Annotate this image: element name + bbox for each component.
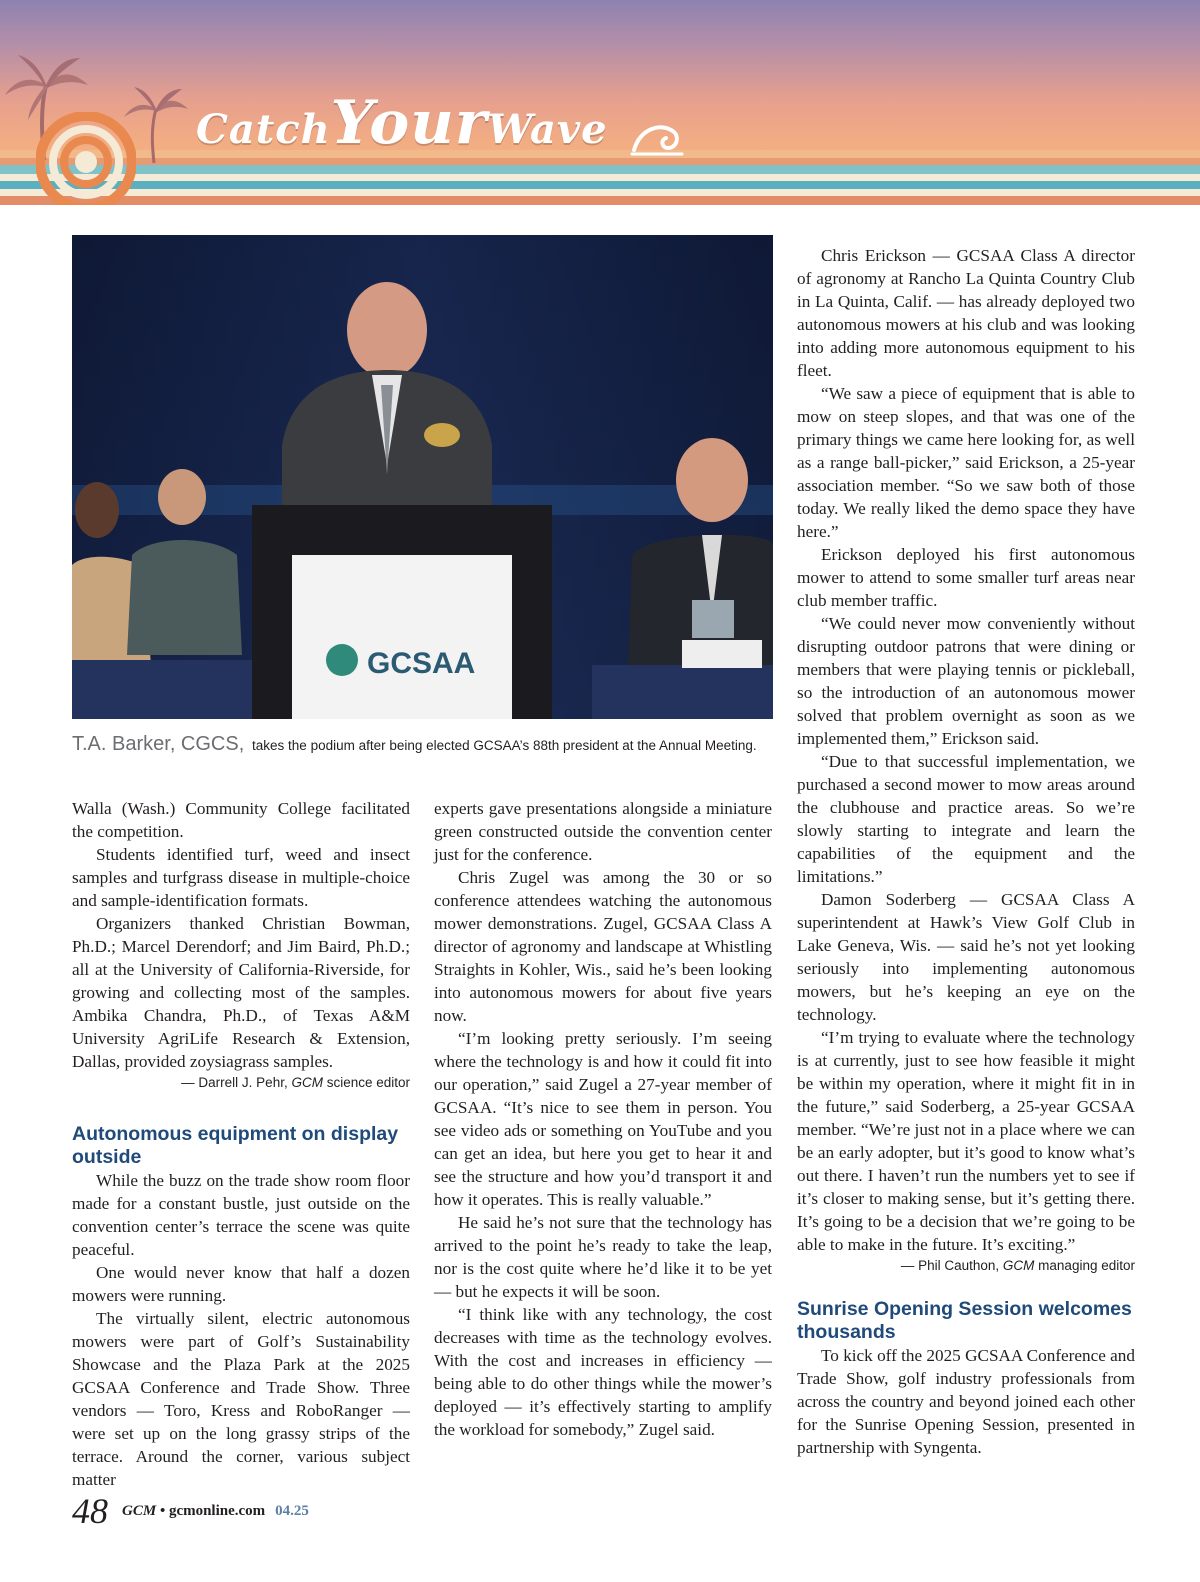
col3-paragraph: “We saw a piece of equipment that is able to mow on steep slopes, and that was one of the primary things we came here looking for, as well as a range ball-picker,” said Erickson, a 25-year association member. “So we saw both of those today. We really liked the demo space they have here.” (797, 384, 1135, 541)
col3-paragraph: Erickson deployed his first autonomous mower to attend to some smaller turf areas near club member traffic. (797, 545, 1135, 610)
subhead-autonomous-equipment: Autonomous equipment on display outside (72, 1123, 399, 1168)
footer-magazine: GCM (122, 1502, 157, 1519)
col3-paragraph: Chris Erickson — GCSAA Class A director of agronomy at Rancho La Quinta Country Club in La Quinta, Calif. — has already deployed two autonomous mowers at his club and was looking into adding more autonomous equipment to his fleet. (797, 246, 1135, 380)
banner-title-catch: Catch (196, 106, 331, 153)
photo-caption (72, 733, 792, 756)
credit-publication: GCM (1002, 1258, 1035, 1273)
wave-icon (630, 118, 686, 158)
col1-paragraph: The virtually silent, electric autonomous mowers were part of Golf’s Sustainability Showcase and the Plaza Park at the 2025 GCSAA Conference and Trade Show. Three vendors — Toro, Kress and RoboRanger — were set up on the long grassy strips of the terrace. Around the corner, various subject matter (72, 1309, 410, 1489)
caption-text: takes the podium after being elected GCSAA’s 88th president at the Annual Meeting. (252, 738, 757, 753)
credit-role: managing editor (1034, 1258, 1135, 1273)
page-number: 48 (72, 1491, 108, 1531)
col2-paragraph: Chris Zugel was among the 30 or so conference attendees watching the autonomous mower demonstrations. Zugel, GCSAA Class A director of agronomy and landscape at Whistling Straights in Kohler, Wis., said he’s been looking into autonomous mowers for about five years now. (434, 868, 772, 1025)
col2-paragraph: experts gave presentations alongside a miniature green constructed outside the convention center just for the conference. (434, 799, 772, 864)
footer-publication (122, 1503, 265, 1519)
col2-paragraph: “I think like with any technology, the cost decreases with time as the technology evolves. With the cost and increases in efficiency — being able to do other things while the mower’s deployed — it’s effectively starting to amplify the workload for somebody,” Zugel said. (434, 1305, 772, 1439)
footer-website: • gcmonline.com (156, 1502, 266, 1519)
col1-paragraph: One would never know that half a dozen mowers were running. (72, 1263, 410, 1305)
footer-issue-date: 04.25 (275, 1502, 309, 1519)
column-3 (797, 244, 1135, 1459)
col2-paragraph: He said he’s not sure that the technology has arrived to the point he’s ready to take the leap, nor is the cost quite where he’d like it to be yet — but he expects it will be soon. (434, 1213, 772, 1301)
credit-role: science editor (322, 1075, 410, 1090)
page-footer (72, 1490, 309, 1532)
photo-illustration (72, 235, 773, 719)
subhead-sunrise-opening: Sunrise Opening Session welcomes thousands (797, 1298, 1132, 1343)
col3-paragraph: “We could never mow conveniently without disrupting outdoor patrons that were dining or members that were playing tennis or pickleball, so the introduction of an autonomous mower solved that problem overnight as soon as we implemented them,” Erickson said. (797, 614, 1135, 748)
column-1 (72, 797, 410, 1491)
col1-paragraph: Walla (Wash.) Community College facilitated the competition. (72, 799, 410, 841)
podium-logo-text: GCSAA (367, 647, 476, 680)
col3-paragraph: “I’m trying to evaluate where the technology is at currently, just to see how feasible it might be within my operation, where it might fit in in the future,” said Soderberg, a 25-year GCSAA member. “We’re just not in a place where we can be an early adopter, but it’s good to know what’s out there. I haven’t run the numbers yet to see if it’s closer to making sense, but it’s getting there. It’s going to be a decision that we’re going to be able to make in the future. It’s exciting.” (797, 1028, 1135, 1254)
column-2 (434, 797, 772, 1441)
credit-name: — Phil Cauthon, (900, 1258, 1003, 1273)
byline-pehr (72, 1073, 410, 1093)
header-banner (0, 0, 1200, 205)
col3-paragraph: Damon Soderberg — GCSAA Class A superintendent at Hawk’s View Golf Club in Lake Geneva, Wis. — said he’s not yet looking seriously into implementing autonomous mowers, but he’s keeping an eye on the technology. (797, 890, 1135, 1024)
col3-paragraph: To kick off the 2025 GCSAA Conference and Trade Show, golf industry professionals from across the country and beyond joined each other for the Sunrise Opening Session, presented in partnership with Syngenta. (797, 1346, 1135, 1457)
banner-title-your: Your (330, 88, 488, 158)
credit-name: — Darrell J. Pehr, (181, 1075, 292, 1090)
byline-cauthon (797, 1256, 1135, 1276)
caption-name: T.A. Barker, CGCS, (72, 733, 245, 755)
col3-paragraph: “Due to that successful implementation, we purchased a second mower to mow areas around the clubhouse and practice areas. So we’re slowly starting to integrate and learn the capabilities of the equipment and the limitations.” (797, 752, 1135, 886)
sun-swirl-icon (36, 112, 136, 205)
credit-publication: GCM (291, 1075, 323, 1090)
col1-paragraph: Students identified turf, weed and insect samples and turfgrass disease in multiple-choice and sample-identification formats. (72, 845, 410, 910)
banner-title (196, 88, 608, 158)
col2-paragraph: “I’m looking pretty seriously. I’m seeing where the technology is and how it could fit into our operation,” said Zugel a 27-year member of GCSAA. “It’s nice to see them in person. You see video ads or something on YouTube and you can get an idea, but here you get to hear it and see the structure and how you’d transport it and how it operates. This is really valuable.” (434, 1029, 772, 1209)
col1-paragraph: Organizers thanked Christian Bowman, Ph.D.; Marcel Derendorf; and Jim Baird, Ph.D.; all at the University of California-Riverside, for growing and collecting most of the samples. Ambika Chandra, Ph.D., of Texas A&M University AgriLife Research & Extension, Dallas, provided zoysiagrass samples. (72, 914, 410, 1071)
podium-photo (72, 235, 773, 719)
col1-paragraph: While the buzz on the trade show room floor made for a constant bustle, just outside on the convention center’s terrace the scene was quite peaceful. (72, 1171, 410, 1259)
banner-title-wave: Wave (487, 106, 608, 153)
